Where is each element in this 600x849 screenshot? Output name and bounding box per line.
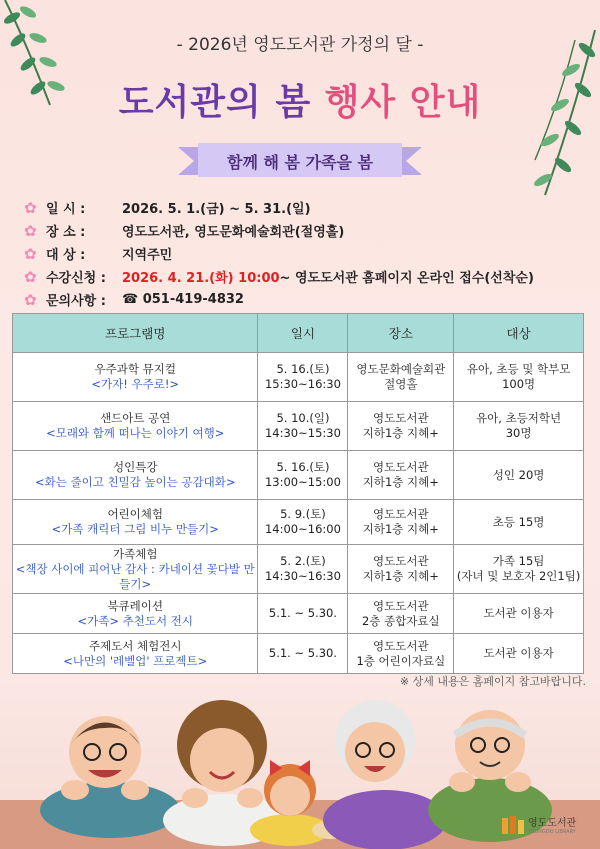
place-line2: 1층 어린이자료실 (356, 653, 446, 668)
datetime-cell (258, 634, 348, 674)
program-time: 15:30~16:30 (264, 377, 341, 391)
library-logo (502, 814, 576, 835)
datetime-cell (258, 353, 348, 402)
program-name: 성인특강 (113, 460, 158, 474)
place-cell (348, 634, 454, 674)
column-header-place: 장소 (348, 314, 454, 353)
program-cell (13, 402, 258, 451)
title-part1: 도서관의 봄 (118, 82, 312, 123)
target-line1: 도서관 이용자 (483, 646, 554, 660)
flower-icon: ✿ (24, 267, 37, 286)
program-time: 14:30~16:30 (264, 569, 341, 583)
place-line2: 절영홀 (384, 377, 418, 391)
datetime-cell (258, 500, 348, 545)
program-subtitle: <가자! 우주로!> (91, 377, 180, 391)
program-name: 주제도서 체험전시 (88, 638, 182, 653)
target-line1: 가족 15팀 (492, 554, 545, 568)
program-name: 가족체험 (113, 546, 158, 561)
registration-datetime: 2026. 4. 21.(화) 10:00 (122, 271, 280, 286)
target-cell (454, 451, 584, 500)
father-figure (40, 716, 180, 838)
place-cell (348, 451, 454, 500)
program-name: 어린이체험 (107, 507, 163, 521)
target-line2: 30명 (505, 426, 532, 440)
place-cell (348, 353, 454, 402)
place-line2: 지하1층 지혜+ (362, 569, 439, 583)
target-line1: 성인 20명 (492, 467, 545, 482)
table-row (13, 353, 584, 402)
flower-icon: ✿ (24, 198, 37, 217)
info-contact: ✿ 문의사항 : ☎ 051-419-4832 (24, 290, 244, 309)
datetime-cell (258, 545, 348, 594)
place-line1: 영도도서관 (373, 598, 429, 613)
flower-icon: ✿ (24, 290, 37, 309)
program-cell (13, 500, 258, 545)
place-line1: 영도도서관 (373, 507, 429, 521)
table-row (13, 634, 584, 674)
program-date: 5. 9.(토) (280, 507, 326, 521)
target-cell (454, 353, 584, 402)
event-info (24, 196, 584, 311)
program-name: 북큐레이션 (107, 598, 163, 613)
info-target: ✿ 대 상 : 지역주민 (24, 244, 173, 263)
target-line1: 유아, 초등 및 학부모 (466, 362, 571, 376)
column-header-program: 프로그램명 (13, 314, 258, 353)
program-time: 14:30~15:30 (264, 426, 341, 440)
target-cell (454, 545, 584, 594)
table-row (13, 500, 584, 545)
place-cell (348, 402, 454, 451)
datetime-cell (258, 451, 348, 500)
table-row (13, 594, 584, 634)
program-cell (13, 594, 258, 634)
program-name: 우주과학 뮤지컬 (94, 362, 176, 376)
program-name: 샌드아트 공연 (100, 411, 171, 425)
place-line1: 영도도서관 (373, 460, 429, 474)
place-line2: 지하1층 지혜+ (362, 426, 439, 440)
library-logo-sub: YEONGDO LIBRARY (528, 829, 576, 835)
poster-title (0, 74, 600, 125)
datetime-cell (258, 402, 348, 451)
table-row (13, 402, 584, 451)
program-subtitle: <가족 캐릭터 그림 비누 만들기> (51, 522, 219, 536)
program-subtitle: <화는 줄이고 친밀감 높이는 공감대화> (34, 475, 236, 489)
library-logo-name: 영도도서관 (528, 818, 577, 829)
column-header-datetime: 일시 (258, 314, 348, 353)
program-subtitle: <책장 사이에 피어난 감사 : 카네이션 꽃다발 만들기> (15, 561, 255, 591)
program-time: 13:00~15:00 (264, 475, 341, 489)
program-subtitle: <나만의 '레벨업' 프로젝트> (63, 653, 208, 668)
place-line1: 영도도서관 (373, 554, 429, 568)
place-line2: 지하1층 지혜+ (362, 522, 439, 536)
program-cell (13, 634, 258, 674)
info-place: ✿ 장 소 : 영도도서관, 영도문화예술회관(절영홀) (24, 221, 345, 240)
ribbon-text: 함께 해 봄 가족을 봄 (227, 153, 373, 172)
program-date: 5. 2.(토) (280, 554, 326, 568)
target-line1: 유아, 초등저학년 (476, 411, 562, 425)
flower-icon: ✿ (24, 244, 37, 263)
target-cell (454, 402, 584, 451)
place-cell (348, 500, 454, 545)
program-table (12, 313, 584, 674)
datetime-cell (258, 594, 348, 634)
target-line2: 100명 (502, 377, 536, 391)
flower-icon: ✿ (24, 221, 37, 240)
grandmother-figure (323, 700, 447, 849)
place-line1: 영도도서관 (373, 411, 429, 425)
footnote: ※ 상세 내용은 홈페이지 참고바랍니다. (399, 675, 586, 688)
program-cell (13, 451, 258, 500)
program-date: 5. 16.(토) (276, 460, 330, 474)
target-line2: (자녀 및 보호자 2인1팀) (456, 569, 581, 583)
target-line1: 도서관 이용자 (483, 606, 554, 620)
column-header-target: 대상 (454, 314, 584, 353)
program-cell (13, 545, 258, 594)
place-line2: 지하1층 지혜+ (362, 475, 439, 489)
program-cell (13, 353, 258, 402)
program-time: 14:00~16:00 (264, 522, 341, 536)
poster-subtitle: - 2026년 영도도서관 가정의 달 - (176, 35, 424, 55)
target-cell (454, 594, 584, 634)
table-row (13, 545, 584, 594)
info-date: ✿ 일 시 : 2026. 5. 1.(금) ~ 5. 31.(일) (24, 198, 311, 217)
target-cell (454, 634, 584, 674)
place-line1: 영도문화예술회관 (356, 362, 446, 376)
program-date: 5.1. ~ 5.30. (268, 606, 338, 620)
title-part2: 행사 안내 (324, 82, 482, 123)
program-date: 5.1. ~ 5.30. (268, 646, 338, 660)
table-row (13, 451, 584, 500)
program-date: 5. 10.(일) (276, 411, 330, 425)
program-subtitle: <가족> 추천도서 전시 (77, 613, 193, 628)
place-cell (348, 545, 454, 594)
program-date: 5. 16.(토) (276, 362, 330, 376)
program-subtitle: <모래와 함께 떠나는 이야기 여행> (46, 426, 225, 440)
info-registration: ✿ 수강신청 : 2026. 4. 21.(화) 10:00 ~ 영도도서관 홈페이지 온라인 접수(선착순) (24, 267, 534, 286)
place-line2: 2층 종합자료실 (362, 613, 440, 628)
place-line1: 영도도서관 (373, 638, 429, 653)
target-line1: 초등 15명 (492, 514, 545, 529)
target-cell (454, 500, 584, 545)
library-logo-icon (502, 816, 524, 834)
place-cell (348, 594, 454, 634)
